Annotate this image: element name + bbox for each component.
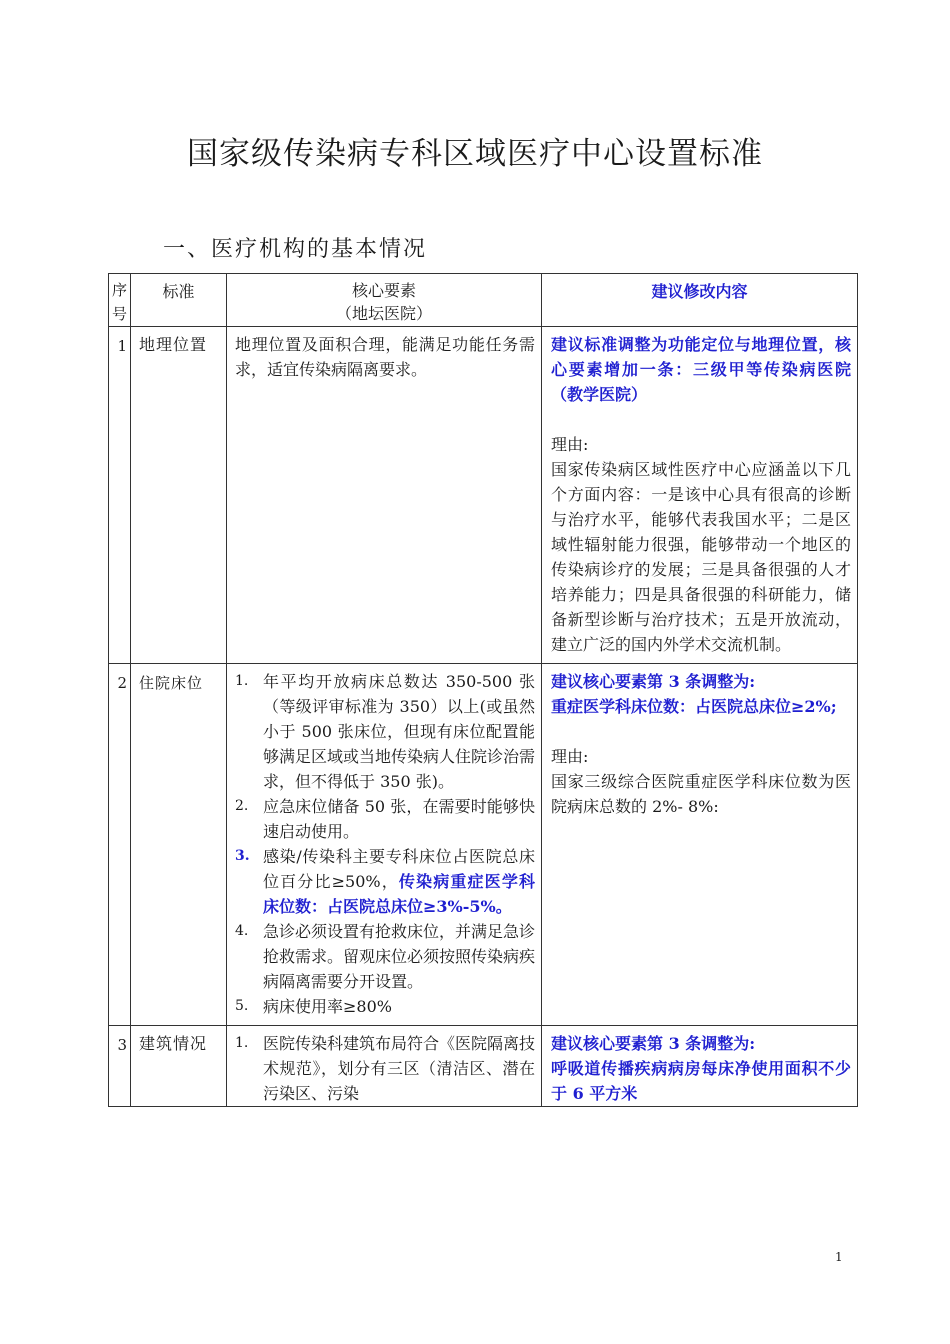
row-standard: 地理位置 (131, 327, 227, 664)
core-item-highlight: 传染病重症医学科床位数：占医院总床位≥3%-5%。 (263, 872, 535, 916)
row-core (227, 664, 542, 1026)
section-heading: 一、医疗机构的基本情况 (163, 237, 428, 262)
document-title: 国家级传染病专科区域医疗中心设置标准 (187, 136, 763, 172)
core-item: 3. 感染/传染科主要专科床位占医院总床位百分比≥50%，传染病重症医学科床位数：占医院总床位≥3%-5%。 (235, 847, 535, 916)
row-number: 1 (109, 327, 131, 664)
core-item: 4. 急诊必须设置有抢救床位，并满足急诊抢救需求。留观床位必须按照传染病疾病隔离需要分开设置。 (235, 922, 536, 991)
table-row (109, 1026, 858, 1107)
row-core: 地理位置及面积合理，能满足功能任务需求，适宜传染病隔离要求。 (227, 327, 542, 664)
reason-label: 理由: (551, 747, 589, 766)
core-item: 2. 应急床位储备 50 张，在需要时能够快速启动使用。 (235, 797, 535, 841)
row-standard: 住院床位 (131, 664, 227, 1026)
suggestion-text: 建议核心要素第 3 条调整为: 重症医学科床位数：占医院总床位≥2%; (551, 672, 837, 716)
header-core-sub: （地坛医院） (335, 304, 432, 323)
row-number: 3 (109, 1026, 131, 1107)
row-suggestion (542, 327, 858, 664)
row-suggestion (542, 664, 858, 1026)
suggestion-text: 建议标准调整为功能定位与地理位置，核心要素增加一条：三级甲等传染病医院（教学医院） (551, 335, 851, 404)
header-suggestion: 建议修改内容 (542, 274, 858, 327)
page-number: 1 (835, 1250, 843, 1264)
table-header-row (109, 274, 858, 327)
core-item: 1. 医院传染科建筑布局符合《医院隔离技术规范》，划分有三区（清洁区、潜在污染区、污染 (235, 1034, 536, 1103)
reason-label: 理由: (551, 435, 589, 454)
row-standard: 建筑情况 (131, 1026, 227, 1107)
reason-text: 国家传染病区域性医疗中心应涵盖以下几个方面内容：一是该中心具有很高的诊断与治疗水平，能够代表我国水平；二是区域性辐射能力很强，能够带动一个地区的传染病诊疗的发展；三是具备很强的人才培养能力；四是具备很强的科研能力，储备新型诊断与治疗技术；五是开放流动，建立广泛的国内外学术交流机制。 (551, 460, 851, 654)
core-item: 1. 年平均开放病床总数达 350-500 张（等级评审标准为 350）以上(或虽然小于 500 张床位，但现有床位配置能够满足区域或当地传染病人住院诊治需求，但不得低于 350 张)。 (235, 672, 536, 791)
header-no: 序号 (109, 274, 131, 327)
core-item: 5. 病床使用率≥80% (235, 997, 392, 1016)
table-row (109, 664, 858, 1026)
reason-text: 国家三级综合医院重症医学科床位数为医院病床总数的 2%- 8%: (551, 772, 851, 816)
row-core (227, 1026, 542, 1107)
header-standard: 标准 (131, 274, 227, 327)
row-number: 2 (109, 664, 131, 1026)
header-core (227, 274, 542, 327)
header-core-label: 核心要素 (351, 281, 416, 300)
suggestion-text: 建议核心要素第 3 条调整为: 呼吸道传播疾病病房每床净使用面积不少于 6 平方米 (551, 1034, 851, 1103)
row-suggestion (542, 1026, 858, 1107)
table-row (109, 327, 858, 664)
standards-table (108, 273, 858, 1107)
